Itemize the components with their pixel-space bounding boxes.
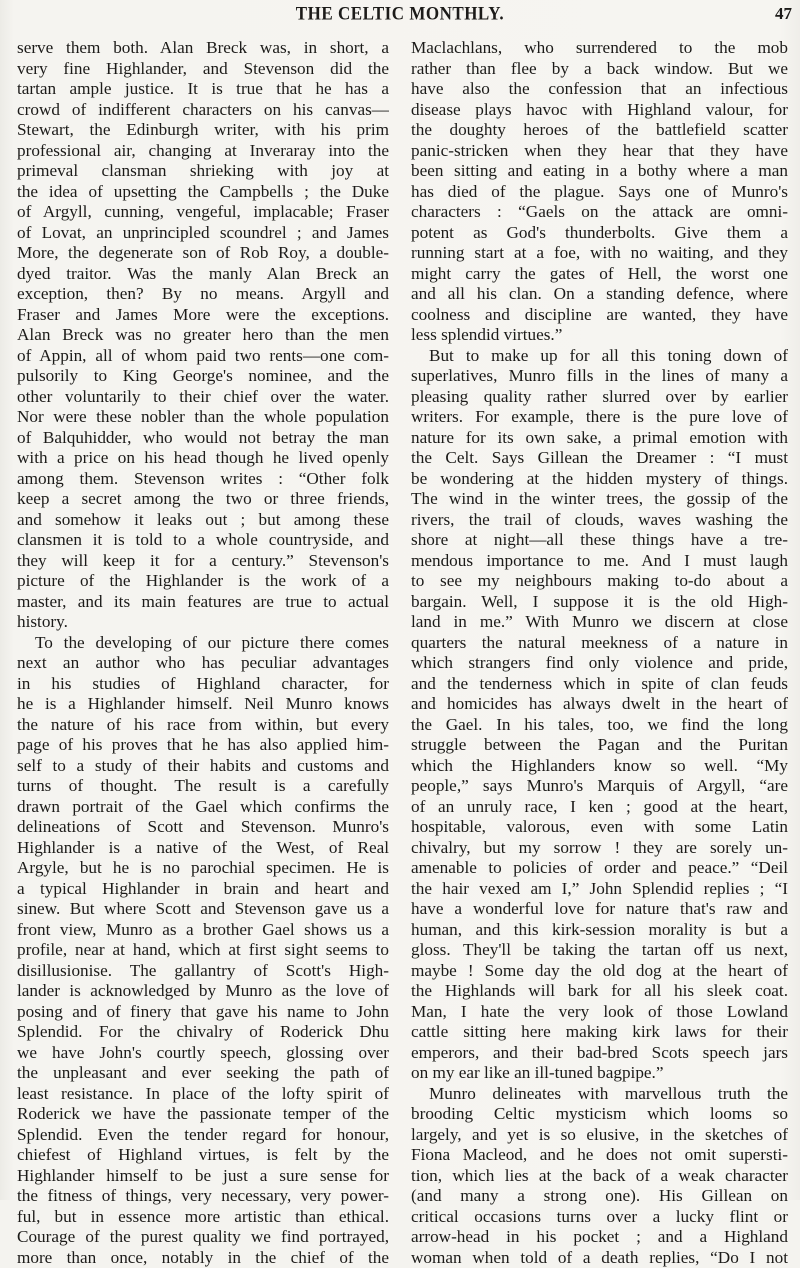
text-line: chivalry, but my sorrow ! they are sorely un- — [411, 838, 788, 859]
text-line: But to make up for all this toning down of — [411, 346, 788, 367]
text-line: more than once, notably in the chief of the — [17, 1248, 389, 1268]
text-line: rivers, the trail of clouds, waves washing the — [411, 510, 788, 531]
text-line: the Celt. Says Gillean the Dreamer : “I must — [411, 448, 788, 469]
text-line: (and many a strong one). His Gillean on — [411, 1186, 788, 1207]
text-line: primeval clansman shrieking with joy at — [17, 161, 389, 182]
text-line: Argyle, but he is no parochial specimen. He is — [17, 858, 389, 879]
text-line: a typical Highlander in brain and heart and — [17, 879, 389, 900]
text-line: gloss. They'll be taking the tartan off us next, — [411, 940, 788, 961]
text-line: quarters the natural meekness of a nature in — [411, 633, 788, 654]
text-line: posing and of finery that gave his name to John — [17, 1002, 389, 1023]
text-line: disillusionise. The gallantry of Scott's High- — [17, 961, 389, 982]
text-line: The wind in the winter trees, the gossip of the — [411, 489, 788, 510]
text-line: potent as God's thunderbolts. Give them a — [411, 223, 788, 244]
text-line: critical occasions turns over a lucky flint or — [411, 1207, 788, 1228]
text-line: have a wonderful love for nature that's raw and — [411, 899, 788, 920]
text-line: less splendid virtues.” — [411, 325, 788, 346]
text-line: panic-stricken when they hear that they have — [411, 141, 788, 162]
text-line: in his studies of Highland character, for — [17, 674, 389, 695]
text-line: ful, but in essence more artistic than ethical. — [17, 1207, 389, 1228]
text-line: Munro delineates with marvellous truth the — [411, 1084, 788, 1105]
text-line: people,” says Munro's Marquis of Argyll, “are — [411, 776, 788, 797]
text-line: the doughty heroes of the battlefield scatter — [411, 120, 788, 141]
text-line: been sitting and eating in a bothy where a man — [411, 161, 788, 182]
text-line: profile, near at hand, which at first sight seems to — [17, 940, 389, 961]
text-line: turns of thought. The result is a carefully — [17, 776, 389, 797]
text-line: lander is acknowledged by Munro as the love of — [17, 981, 389, 1002]
text-line: next an author who has peculiar advantages — [17, 653, 389, 674]
text-line: delineations of Scott and Stevenson. Munro's — [17, 817, 389, 838]
text-line: coolness and discipline are wanted, they have — [411, 305, 788, 326]
text-line: More, the degenerate son of Rob Roy, a double- — [17, 243, 389, 264]
text-line: dyed traitor. Was the manly Alan Breck an — [17, 264, 389, 285]
text-line: very fine Highlander, and Stevenson did the — [17, 59, 389, 80]
text-line: mendous importance to me. And I must laugh — [411, 551, 788, 572]
text-line: master, and its main features are true to actual — [17, 592, 389, 613]
text-line: pulsorily to King George's nominee, and the — [17, 366, 389, 387]
text-line: on my ear like an ill-tuned bagpipe.” — [411, 1063, 788, 1084]
text-line: of an unruly race, I ken ; good at the heart, — [411, 797, 788, 818]
text-line: Highlander is a native of the West, of Real — [17, 838, 389, 859]
text-line: struggle between the Pagan and the Puritan — [411, 735, 788, 756]
text-line: and the tenderness which in spite of clan feuds — [411, 674, 788, 695]
text-line: might carry the gates of Hell, the worst one — [411, 264, 788, 285]
text-line: the unpleasant and ever seeking the path of — [17, 1063, 389, 1084]
text-line: Splendid. For the chivalry of Roderick Dhu — [17, 1022, 389, 1043]
text-line: front view, Munro as a brother Gael shows us a — [17, 920, 389, 941]
text-line: with a price on his head though he lived openly — [17, 448, 389, 469]
text-line: hospitable, valorous, even with some Latin — [411, 817, 788, 838]
text-line: the idea of upsetting the Campbells ; the Duke — [17, 182, 389, 203]
text-line: tion, which lies at the back of a weak character — [411, 1166, 788, 1187]
text-line: sinew. But where Scott and Stevenson gave us a — [17, 899, 389, 920]
text-line: the hair vexed am I,” John Splendid replies ; “I — [411, 879, 788, 900]
text-line: least resistance. In place of the lofty spirit of — [17, 1084, 389, 1105]
text-line: Fraser and James More were the exceptions. — [17, 305, 389, 326]
text-line: cattle sitting here making kirk laws for their — [411, 1022, 788, 1043]
text-line: largely, and yet is so elusive, in the sketches of — [411, 1125, 788, 1146]
text-line: of Appin, all of whom paid two rents—one com- — [17, 346, 389, 367]
text-line: Stewart, the Edinburgh writer, with his prim — [17, 120, 389, 141]
text-line: arrow-head in his pocket ; and a Highland — [411, 1227, 788, 1248]
text-line: drawn portrait of the Gael which confirms the — [17, 797, 389, 818]
text-line: pleasing quality rather slurred over by earlier — [411, 387, 788, 408]
text-line: clansmen it is told to a whole countryside, and — [17, 530, 389, 551]
text-line: Man, I hate the very look of those Lowland — [411, 1002, 788, 1023]
text-line: other voluntarily to their chief over the water. — [17, 387, 389, 408]
text-line: Fiona Macleod, and he does not omit supersti- — [411, 1145, 788, 1166]
text-line: the Gael. In his tales, too, we find the long — [411, 715, 788, 736]
text-line: and somehow it leaks out ; but among these — [17, 510, 389, 531]
text-line: has died of the plague. Says one of Munro's — [411, 182, 788, 203]
text-line: brooding Celtic mysticism which looms so — [411, 1104, 788, 1125]
text-line: Nor were these nobler than the whole population — [17, 407, 389, 428]
text-line: keep a secret among the two or three friends, — [17, 489, 389, 510]
text-line: land in me.” With Munro we discern at close — [411, 612, 788, 633]
text-line: Highlander himself to be just a sure sense for — [17, 1166, 389, 1187]
text-line: self to a study of their habits and customs and — [17, 756, 389, 777]
text-line: human, and this kirk-session morality is but a — [411, 920, 788, 941]
publication-title: THE CELTIC MONTHLY. — [0, 3, 800, 25]
left-column — [17, 38, 389, 1268]
text-line: of Balquhidder, who would not betray the man — [17, 428, 389, 449]
right-column — [411, 38, 788, 1268]
text-line: To the developing of our picture there comes — [17, 633, 389, 654]
text-line: and homicides has always dwelt in the heart of — [411, 694, 788, 715]
text-line: Courage of the purest quality we find portrayed, — [17, 1227, 389, 1248]
text-line: to see my neighbours making to-do about a — [411, 571, 788, 592]
text-line: serve them both. Alan Breck was, in short, a — [17, 38, 389, 59]
text-line: Roderick we have the passionate temper of the — [17, 1104, 389, 1125]
text-line: maybe ! Some day the old dog at the heart of — [411, 961, 788, 982]
text-line: and all his clan. On a standing defence, where — [411, 284, 788, 305]
text-line: have also the confession that an infectious — [411, 79, 788, 100]
text-line: writers. For example, there is the pure love of — [411, 407, 788, 428]
text-line: we have John's courtly speech, glossing over — [17, 1043, 389, 1064]
text-line: disease plays havoc with Highland valour, for — [411, 100, 788, 121]
text-line: he is a Highlander himself. Neil Munro knows — [17, 694, 389, 715]
text-line: amenable to policies of order and peace.” “Deil — [411, 858, 788, 879]
text-line: superlatives, Munro fills in the lines of many a — [411, 366, 788, 387]
text-line: nature for its own sake, a primal emotion with — [411, 428, 788, 449]
text-line: woman when told of a death replies, “Do I not — [411, 1248, 788, 1268]
text-line: chiefest of Highland virtues, is felt by the — [17, 1145, 389, 1166]
text-line: they will keep it for a century.” Stevenson's — [17, 551, 389, 572]
text-line: characters : “Gaels on the attack are omni- — [411, 202, 788, 223]
text-line: which strangers find only violence and pride, — [411, 653, 788, 674]
text-line: be wondering at the hidden mystery of things. — [411, 469, 788, 490]
text-line: the nature of his race from within, but every — [17, 715, 389, 736]
text-line: among them. Stevenson writes : “Other folk — [17, 469, 389, 490]
text-line: Splendid. Even the tender regard for honour, — [17, 1125, 389, 1146]
running-header — [0, 4, 800, 28]
text-line: of Argyll, cunning, vengeful, implacable; Fraser — [17, 202, 389, 223]
text-line: exception, then? By no means. Argyll and — [17, 284, 389, 305]
text-line: emperors, and their bad-bred Scots speech jars — [411, 1043, 788, 1064]
text-line: running start at a foe, with no waiting, and they — [411, 243, 788, 264]
text-line: page of his proves that he has also applied him- — [17, 735, 389, 756]
text-line: history. — [17, 612, 389, 633]
text-line: professional air, changing at Inveraray into the — [17, 141, 389, 162]
text-line: rather than flee by a back window. But we — [411, 59, 788, 80]
page-number: 47 — [775, 4, 792, 24]
text-line: tartan ample justice. It is true that he has a — [17, 79, 389, 100]
text-line: bargain. Well, I suppose it is the old High- — [411, 592, 788, 613]
text-line: the Highlands will bark for all his sleek coat. — [411, 981, 788, 1002]
text-line: crowd of indifferent characters on his canvas— — [17, 100, 389, 121]
text-line: picture of the Highlander is the work of a — [17, 571, 389, 592]
text-line: shore at night—all these things have a tre- — [411, 530, 788, 551]
text-line: which the Highlanders know so well. “My — [411, 756, 788, 777]
text-line: Alan Breck was no greater hero than the men — [17, 325, 389, 346]
text-line: Maclachlans, who surrendered to the mob — [411, 38, 788, 59]
text-line: of Lovat, an unprincipled scoundrel ; and James — [17, 223, 389, 244]
text-line: the fitness of things, very necessary, very power- — [17, 1186, 389, 1207]
